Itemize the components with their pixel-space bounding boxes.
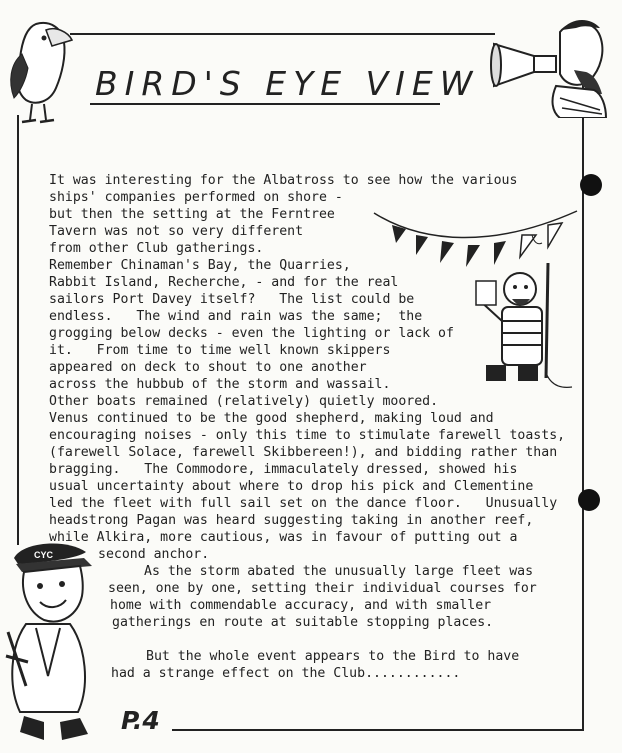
article-line: sailors Port Davey itself? The list could be bbox=[49, 292, 415, 307]
article-line: it. From time to time well known skippers bbox=[49, 343, 391, 358]
article-line: had a strange effect on the Club............ bbox=[111, 666, 461, 681]
article-body bbox=[0, 172, 622, 699]
title-underline bbox=[90, 103, 440, 105]
article-line: usual uncertainty about where to drop his pick and Clementine bbox=[49, 479, 534, 494]
article-line: Rabbit Island, Recherche, - and for the real bbox=[49, 275, 399, 290]
article-line: endless. The wind and rain was the same; the bbox=[49, 309, 423, 324]
cap-badge: CYC bbox=[34, 550, 54, 560]
border-bottom bbox=[172, 729, 584, 731]
article-line: headstrong Pagan was heard suggesting taking in another reef, bbox=[49, 513, 534, 528]
article-line: It was interesting for the Albatross to see how the various bbox=[49, 173, 518, 188]
article-line: led the fleet with full sail set on the dance floor. Unusually bbox=[49, 496, 558, 511]
article-line: gatherings en route at suitable stopping places. bbox=[112, 615, 494, 630]
article-line: but then the setting at the Ferntree bbox=[49, 207, 335, 222]
page-number: P.4 bbox=[121, 706, 160, 735]
article-line: As the storm abated the unusually large fleet was bbox=[144, 564, 534, 579]
article-line: appeared on deck to shout to one another bbox=[49, 360, 367, 375]
border-top bbox=[70, 33, 495, 35]
article-line: (farewell Solace, farewell Skibbereen!), and bidding rather than bbox=[49, 445, 558, 460]
article-line: home with commendable accuracy, and with smaller bbox=[110, 598, 492, 613]
article-line: Venus continued to be the good shepherd, making loud and bbox=[49, 411, 494, 426]
article-line: seen, one by one, setting their individual courses for bbox=[108, 581, 537, 596]
article-line: encouraging noises - only this time to stimulate farewell toasts, bbox=[49, 428, 566, 443]
article-line: Tavern was not so very different bbox=[49, 224, 304, 239]
article-line: ships' companies performed on shore - bbox=[49, 190, 343, 205]
article-line: But the whole event appears to the Bird to have bbox=[146, 649, 520, 664]
article-line: second anchor. bbox=[98, 547, 210, 562]
article-line: Other boats remained (relatively) quietly moored. bbox=[49, 394, 439, 409]
megaphone-man-icon bbox=[490, 14, 608, 118]
article-line: from other Club gatherings. bbox=[49, 241, 264, 256]
article-line: Remember Chinaman's Bay, the Quarries, bbox=[49, 258, 351, 273]
article-line: across the hubbub of the storm and wassail. bbox=[49, 377, 391, 392]
albatross-bird-icon bbox=[2, 16, 74, 128]
page-title: BIRD'S EYE VIEW bbox=[95, 64, 480, 103]
article-line: while Alkira, more cautious, was in favour of putting out a bbox=[49, 530, 518, 545]
article-line: grogging below decks - even the lighting or lack of bbox=[49, 326, 454, 341]
article-line: bragging. The Commodore, immaculately dressed, showed his bbox=[49, 462, 518, 477]
